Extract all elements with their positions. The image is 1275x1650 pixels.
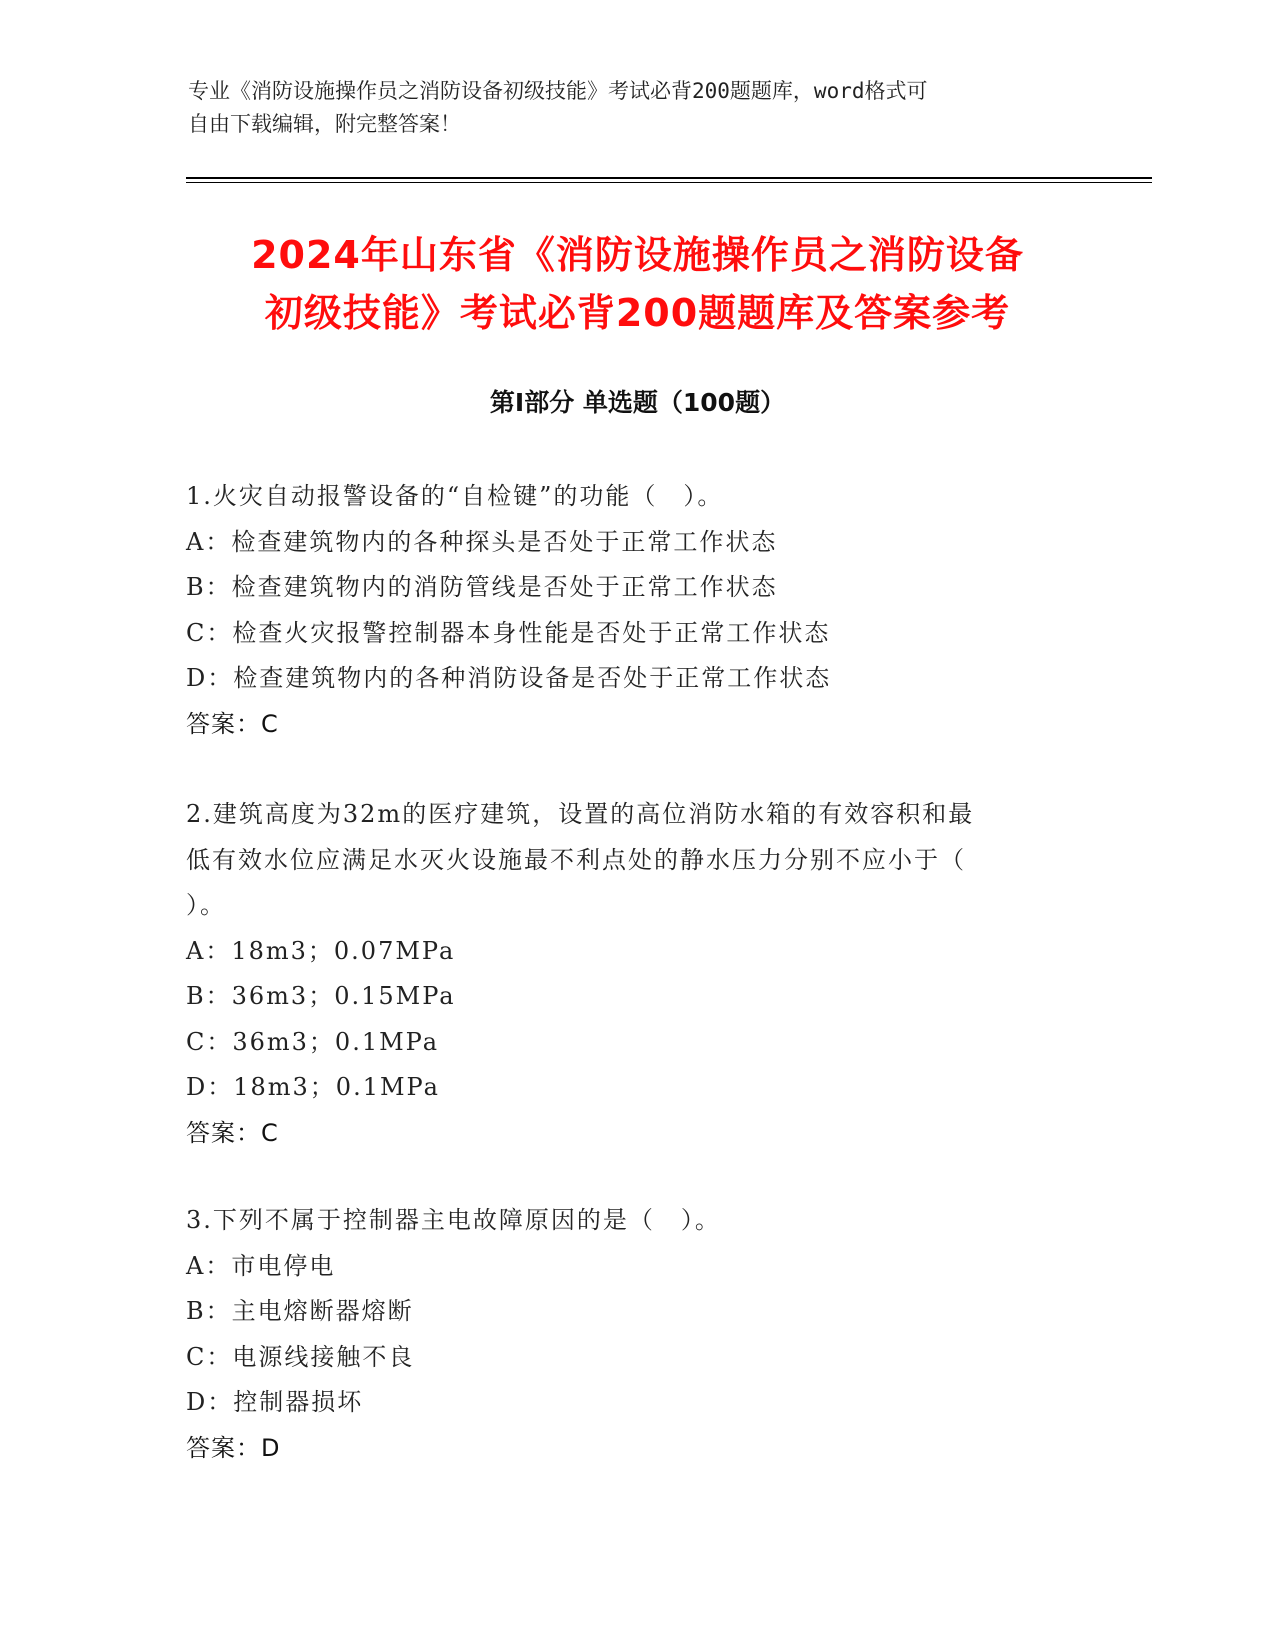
question-stem: 3.下列不属于控制器主电故障原因的是（ ）。 — [186, 1206, 721, 1234]
option-b: B：检查建筑物内的消防管线是否处于正常工作状态 — [186, 573, 778, 601]
answer: 答案：D — [186, 1433, 281, 1462]
option-d: D：检查建筑物内的各种消防设备是否处于正常工作状态 — [186, 664, 832, 692]
question-stem: 低有效水位应满足水灭火设施最不利点处的静水压力分别不应小于（ — [186, 845, 966, 874]
question-1 — [186, 474, 1086, 747]
question-spacer — [186, 747, 1086, 792]
section-title: 第Ⅰ部分 单选题（100题） — [489, 388, 786, 417]
question-3 — [186, 1198, 1086, 1471]
header-divider-thin — [186, 182, 1152, 183]
option-a: A：市电停电 — [186, 1251, 336, 1280]
answer: 答案：C — [186, 709, 279, 738]
header-divider-thick — [186, 177, 1152, 179]
question-stem: ）。 — [186, 891, 226, 919]
option-c: C：检查火灾报警控制器本身性能是否处于正常工作状态 — [186, 618, 831, 647]
document-title-line-2: 初级技能》考试必背200题题库及答案参考 — [264, 291, 1011, 335]
option-b: B：主电熔断器熔断 — [186, 1297, 414, 1325]
option-c: C：36m3；0.1MPa — [186, 1027, 440, 1056]
question-stem: 2.建筑高度为32m的医疗建筑，设置的高位消防水箱的有效容积和最 — [186, 800, 975, 828]
question-stem: 1.火灾自动报警设备的“自检键”的功能（ ）。 — [186, 482, 724, 510]
option-d: D：控制器损坏 — [186, 1388, 364, 1416]
question-2 — [186, 792, 1086, 1156]
document-title — [150, 226, 1125, 342]
header-note-line-2: 自由下载编辑，附完整答案！ — [188, 112, 461, 136]
question-list — [186, 474, 1086, 1471]
option-a: A：检查建筑物内的各种探头是否处于正常工作状态 — [186, 527, 778, 556]
option-b: B：36m3；0.15MPa — [186, 982, 456, 1010]
header-note-line-1: 专业《消防设施操作员之消防设备初级技能》考试必背200题题库，word格式可 — [188, 79, 928, 103]
answer: 答案：C — [186, 1118, 279, 1147]
option-c: C：电源线接触不良 — [186, 1342, 415, 1371]
option-a: A：18m3；0.07MPa — [186, 936, 456, 965]
option-d: D：18m3；0.1MPa — [186, 1073, 440, 1101]
document-header-note — [188, 75, 1068, 141]
document-title-line-1: 2024年山东省《消防设施操作员之消防设备 — [251, 233, 1024, 277]
question-spacer — [186, 1156, 1086, 1198]
